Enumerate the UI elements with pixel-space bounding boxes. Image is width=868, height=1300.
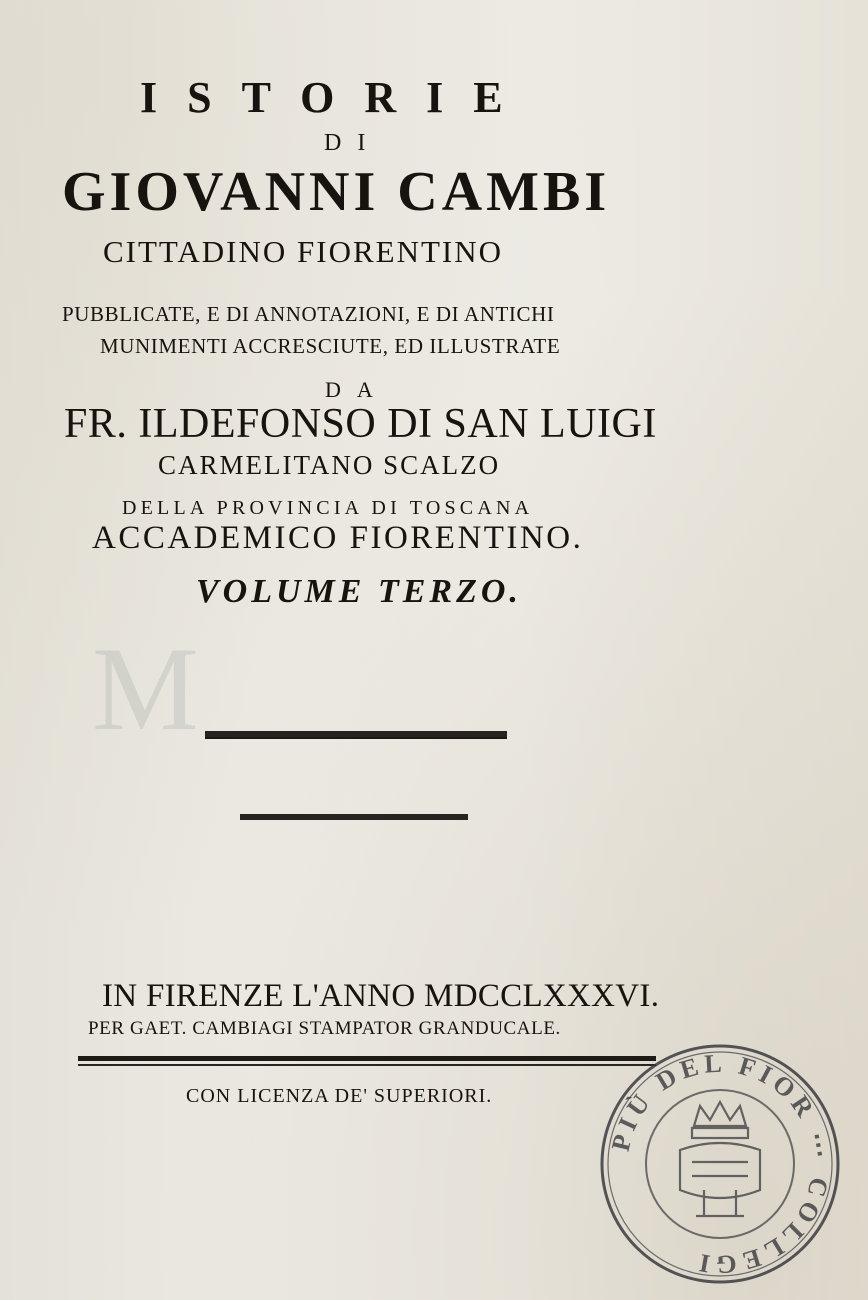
description-line-1: PUBBLICATE, E DI ANNOTAZIONI, E DI ANTICHI [62, 302, 555, 326]
ornamental-rule-2 [240, 814, 468, 820]
imprint-printer: PER GAET. CAMBIAGI STAMPATOR GRANDUCALE. [88, 1018, 561, 1039]
library-stamp-icon [596, 1040, 844, 1288]
title-di: DI [324, 130, 382, 156]
show-through-line: ⠀⠀⠀⠀⠀⠀⠀⠀⠀⠀⠀⠀⠀⠀⠀⠀⠀⠀⠀⠀ [90, 754, 629, 791]
author-description: CITTADINO FIORENTINO [103, 234, 503, 269]
imprint-place-year: IN FIRENZE L'ANNO MDCCLXXXVI. [102, 978, 660, 1014]
description-line-2: MUNIMENTI ACCRESCIUTE, ED ILLUSTRATE [100, 334, 561, 358]
license-line: CON LICENZA DE' SUPERIORI. [186, 1085, 493, 1107]
editor-title: ACCADEMICO FIORENTINO. [92, 520, 584, 556]
editor-order: CARMELITANO SCALZO [158, 450, 501, 480]
svg-text:PIÙ DEL FIOR ⋯ COLLEGI [606, 1049, 836, 1280]
ornamental-rule-1 [205, 731, 507, 739]
editor-province: DELLA PROVINCIA DI TOSCANA [122, 497, 534, 519]
show-through-initial: M [92, 622, 199, 755]
imprint-rule-thin [78, 1064, 656, 1066]
by-line: DA [325, 377, 389, 402]
volume-label: VOLUME TERZO. [196, 573, 522, 610]
stamp-text: PIÙ DEL FIOR ⋯ COLLEGI [605, 1048, 836, 1280]
title-istorie: ISTORIE [140, 73, 533, 122]
imprint-rule [78, 1056, 656, 1061]
author-name: GIOVANNI CAMBI [62, 161, 611, 223]
editor-name: FR. ILDEFONSO DI SAN LUIGI [64, 401, 657, 447]
